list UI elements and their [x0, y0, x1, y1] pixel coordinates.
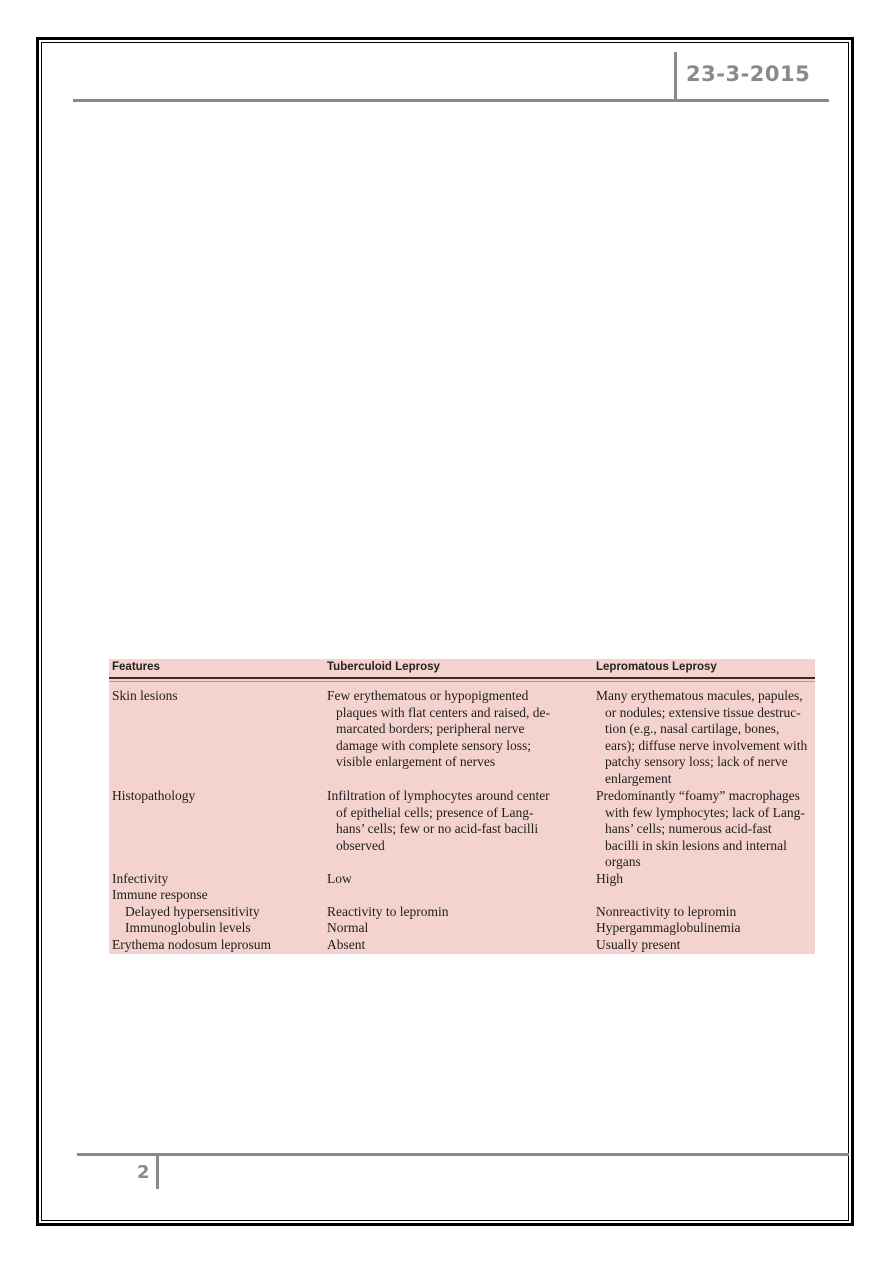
feature-cell: Immunoglobulin levels: [125, 920, 251, 935]
tuberculoid-cell-line: Infiltration of lymphocytes around center: [327, 788, 550, 803]
lepromatous-cell: [596, 920, 815, 937]
lepromatous-cell-line: or nodules; extensive tissue destruc-: [605, 704, 801, 720]
page-number: 2: [137, 1162, 150, 1183]
lepromatous-cell-line: Hypergammaglobulinemia: [596, 920, 741, 935]
header-divider: [674, 52, 677, 100]
tuberculoid-cell-line: Normal: [327, 920, 369, 935]
column-header-lepromatous: Lepromatous Leprosy: [596, 661, 717, 673]
tuberculoid-cell-line: of epithelial cells; presence of Lang-: [336, 804, 534, 820]
lepromatous-cell-line: enlargement: [605, 770, 672, 786]
feature-cell: Erythema nodosum leprosum: [112, 937, 271, 952]
lepromatous-cell-line: hans’ cells; numerous acid-fast: [605, 821, 772, 836]
leprosy-comparison-table: [109, 659, 815, 954]
lepromatous-cell-line: Predominantly “foamy” macrophages: [596, 788, 800, 803]
feature-cell: Skin lesions: [112, 688, 178, 703]
lepromatous-cell: [596, 937, 815, 954]
feature-cell: Infectivity: [112, 871, 169, 886]
lepromatous-cell-line: Nonreactivity to lepromin: [596, 904, 737, 919]
lepromatous-cell-line: tion (e.g., nasal cartilage, bones,: [605, 721, 780, 736]
tuberculoid-cell: [327, 688, 589, 771]
tuberculoid-cell: [327, 920, 589, 937]
header-rule: [73, 99, 829, 102]
footer-divider: [156, 1155, 159, 1189]
tuberculoid-cell: [327, 937, 589, 954]
feature-cell: Immune response: [112, 887, 208, 902]
lepromatous-cell: [596, 904, 815, 921]
lepromatous-cell-line: High: [596, 871, 623, 886]
lepromatous-cell-line: patchy sensory loss; lack of nerve: [605, 754, 788, 769]
tuberculoid-cell-line: plaques with flat centers and raised, de-: [336, 704, 551, 720]
lepromatous-cell-line: organs: [605, 854, 641, 869]
lepromatous-cell: [596, 871, 815, 888]
tuberculoid-cell-line: Absent: [327, 937, 366, 952]
lepromatous-cell-line: Many erythematous macules, papules,: [596, 688, 803, 703]
lepromatous-cell-line: bacilli in skin lesions and internal: [605, 837, 787, 853]
lepromatous-cell-line: with few lymphocytes; lack of Lang-: [605, 804, 805, 820]
column-header-features: Features: [112, 661, 160, 673]
tuberculoid-cell: [327, 904, 589, 921]
feature-cell: Histopathology: [112, 788, 196, 803]
column-header-tuberculoid: Tuberculoid Leprosy: [327, 661, 440, 673]
lepromatous-cell-line: Usually present: [596, 937, 681, 952]
header-date: 23-3-2015: [686, 62, 811, 86]
feature-cell: Delayed hypersensitivity: [125, 904, 260, 919]
tuberculoid-cell-line: Few erythematous or hypopigmented: [327, 688, 529, 703]
tuberculoid-cell-line: observed: [336, 837, 385, 853]
table-header-rule: [109, 677, 815, 679]
tuberculoid-cell-line: visible enlargement of nerves: [336, 754, 496, 769]
lepromatous-cell: [596, 788, 815, 871]
lepromatous-cell-line: ears); diffuse nerve involvement with: [605, 737, 808, 753]
tuberculoid-cell: [327, 788, 589, 854]
table-header-subrule: [109, 681, 815, 682]
tuberculoid-cell-line: hans’ cells; few or no acid-fast bacilli: [336, 821, 539, 836]
footer-rule: [77, 1153, 849, 1156]
tuberculoid-cell-line: Low: [327, 871, 352, 886]
tuberculoid-cell-line: Reactivity to lepromin: [327, 904, 449, 919]
tuberculoid-cell: [327, 871, 589, 888]
tuberculoid-cell-line: damage with complete sensory loss;: [336, 737, 531, 753]
lepromatous-cell: [596, 688, 815, 787]
page-inner-border: [41, 42, 849, 1221]
tuberculoid-cell-line: marcated borders; peripheral nerve: [336, 721, 525, 736]
